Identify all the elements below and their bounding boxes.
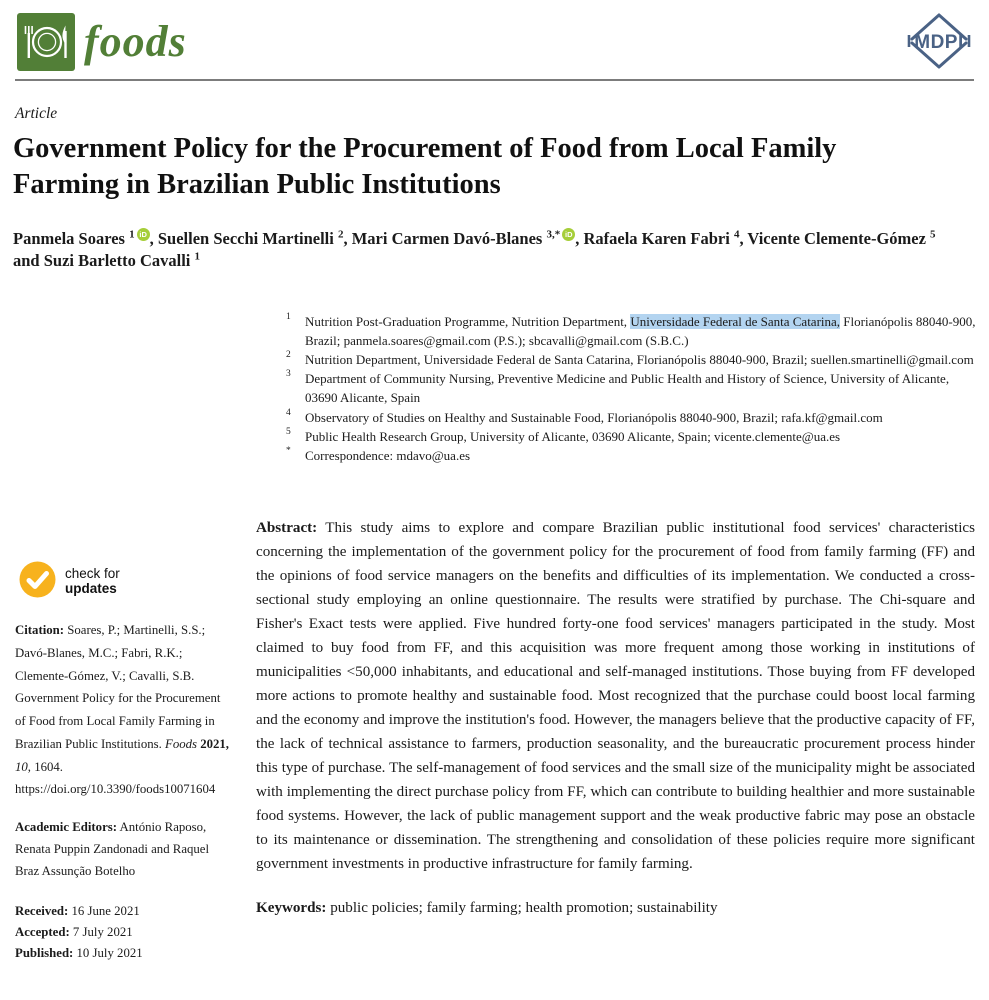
abstract-label: Abstract: — [256, 520, 318, 536]
orcid-icon[interactable]: iD — [137, 228, 150, 241]
check-for-updates-badge[interactable] — [15, 561, 233, 602]
foods-logo-icon — [17, 13, 75, 76]
abstract-paragraph: Abstract: This study aims to explore and compare Brazilian public institutional food services' characteristics concerning the implementation of the government policy for the procurement of food from family farming (FF) and the opinions of food service managers on the benefits and difficulties of its implementation. We conducted a cross-sectional study employing an online questionnaire. The results were stratified by purchase. The Chi-square and Fisher's Exact tests were applied. Five hundred forty-one food services' managers participated in the study. Most claimed to buy food from FF, and this acquisition was more frequent among those working in institutions of municipalities <50,000 inhabitants, and educational and self-managed institutions. Those buying from FF developed more actions to promote healthy and sustainable food. Most recognized that the purchase could boost local farming and the economy and improve the institution's food. However, the managers believe that the productive capacity of FF, the lack of technical assistance to farmers, production seasonality, and the bureaucratic procurement process hinder this type of purchase. The self-management of food services and the small size of the municipality might be associated with implementing the direct purchase policy from FF, which can contribute to building healthier and more sustainable food systems. However, the lack of public management support and the weak productive fabric may pose an obstacle to its maintenance or dissemination. The strengthening and consolidation of these policies require more significant government investments in productive infrastructure for family farming. — [256, 520, 975, 872]
dates-block — [15, 901, 233, 963]
affiliation-text: Nutrition Post-Graduation Programme, Nutrition Department, Universidade Federal de Santa Catarina, Florianópolis 88040-900, Brazil; panmela.soares@gmail.com (P.S.); sbcavalli@gmail.com (S.B.C.) — [305, 314, 976, 349]
affiliation-row — [284, 369, 983, 407]
mdpi-logo — [903, 12, 975, 75]
affiliation-row — [284, 312, 983, 350]
author-name: Vicente Clemente-Gómez $^5$ and — [13, 228, 936, 270]
citation-journal: Foods — [165, 736, 197, 751]
keywords-line: Keywords: public policies; family farming; health promotion; sustainability — [256, 900, 718, 916]
affiliations-list — [284, 312, 983, 465]
affiliation-number: * — [286, 445, 291, 456]
orcid-icon[interactable]: iD — [562, 228, 575, 241]
published-date: Published: 10 July 2021 — [15, 945, 143, 960]
checkmark-icon — [19, 561, 56, 602]
affiliation-text: Observatory of Studies on Healthy and Sustainable Food, Florianópolis 88040-900, Brazil; rafa.kf@gmail.com — [305, 409, 883, 425]
affiliation-text: Department of Community Nursing, Preventive Medicine and Public Health and History of Science, University of Alicante, 03690 Alicante, Spain — [305, 371, 950, 406]
affiliation-number: 1 — [286, 312, 291, 322]
citation-block: Citation: Soares, P.; Martinelli, S.S.; Davó-Blanes, M.C.; Fabri, R.K.; Clemente-Gómez, V.; Cavalli, S.B. Government Policy for the Procurement of Food from Local Family Farming in Brazilian Public Institutions. Foods 2021, 10, 1604. https://doi.org/10.3390/foods10071604 — [15, 623, 229, 797]
page-title: Government Policy for the Procurement of Food from Local Family Farming in Brazilian Public Institutions — [13, 133, 837, 201]
author-name: Mari Carmen Davó-Blanes $^{3,*}$ iD , — [351, 228, 584, 248]
author-name: Suellen Secchi Martinelli $^2$, — [157, 228, 352, 248]
citation-doi-link[interactable]: https://doi.org/10.3390/foods10071604 — [15, 782, 216, 797]
received-date: Received: 16 June 2021 — [15, 904, 140, 919]
author-name: Panmela Soares $^1$ iD , — [13, 228, 158, 248]
affiliation-number: 5 — [286, 426, 291, 437]
affiliation-row — [284, 350, 983, 369]
svg-text:MDPI: MDPI — [914, 32, 964, 53]
article-type-label: Article — [15, 105, 58, 122]
accepted-date: Accepted: 7 July 2021 — [15, 924, 133, 939]
affiliation-row — [284, 408, 983, 427]
journal-name: foods — [84, 17, 187, 66]
affiliation-number: 3 — [286, 369, 291, 380]
affiliation-number: 4 — [286, 407, 291, 418]
selected-text-highlight: Universidade Federal de Santa Catarina, — [630, 314, 841, 329]
academic-editors-label: Academic Editors: — [15, 820, 118, 835]
sidebar — [15, 561, 233, 963]
academic-editors-block: Academic Editors: António Raposo, Renata Puppin Zandonadi and Raquel Braz Assunção Botelho — [15, 820, 210, 879]
affiliation-text: Nutrition Department, Universidade Federal de Santa Catarina, Florianópolis 88040-900, Brazil; suellen.smartinelli@gmail.com — [305, 352, 974, 368]
keywords-label: Keywords: — [256, 900, 327, 916]
header-divider — [15, 79, 974, 81]
check-for-updates-label: check for updates — [65, 565, 120, 596]
affiliation-text: Public Health Research Group, University of Alicante, 03690 Alicante, Spain; vicente.clemente@ua.es — [305, 428, 841, 444]
affiliation-number: 2 — [286, 350, 291, 361]
author-name: Suzi Barletto Cavalli $^1$ — [43, 250, 201, 270]
affiliation-row — [284, 446, 983, 465]
citation-label: Citation: — [15, 623, 65, 637]
author-name: Rafaela Karen Fabri $^4$, — [583, 228, 748, 248]
affiliation-row — [284, 427, 983, 446]
main-column — [256, 516, 975, 920]
authors-line — [13, 227, 963, 272]
correspondence-text: Correspondence: mdavo@ua.es — [305, 447, 471, 463]
